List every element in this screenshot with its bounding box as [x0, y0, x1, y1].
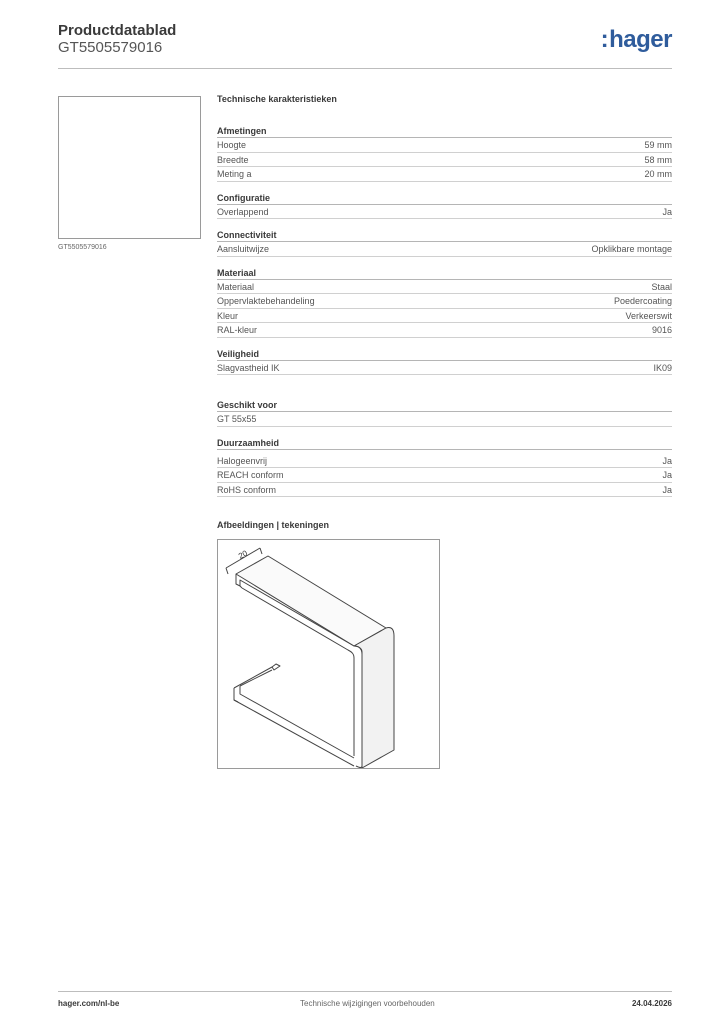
spec-value: Poedercoating [613, 296, 672, 306]
spec-label: Aansluitwijze [217, 244, 270, 254]
technical-drawing [217, 539, 440, 769]
section-veiligheid [217, 347, 672, 376]
spec-label: Kleur [217, 310, 239, 321]
spec-value: Ja [662, 470, 672, 480]
spec-value: Verkeerswit [625, 310, 672, 321]
product-code: GT5505579016 [58, 39, 163, 56]
page-title: Productdatablad [58, 22, 177, 39]
spec-value: Ja [662, 455, 672, 466]
spec-row [217, 468, 672, 483]
spec-row [217, 138, 672, 153]
spec-row [217, 412, 672, 427]
section-duurzaamheid [217, 436, 672, 498]
spec-row [217, 153, 672, 168]
logo-mark-icon: : [600, 26, 609, 53]
spec-row [217, 483, 672, 498]
spec-row [217, 323, 672, 338]
spec-row [217, 280, 672, 295]
footer-website-link[interactable]: hager.com/nl-be [58, 999, 120, 1008]
thumbnail-caption: GT5505579016 [58, 244, 107, 251]
footer-notice: Technische wijzigingen voorbehouden [300, 999, 435, 1008]
spec-value: 20 mm [644, 169, 672, 179]
spec-label: Slagvastheid IK [217, 362, 280, 373]
spec-row [217, 309, 672, 324]
spec-label: Halogeenvrij [217, 455, 268, 466]
spec-row [217, 454, 672, 469]
spec-label: GT 55x55 [217, 414, 257, 424]
spec-value: 59 mm [644, 140, 672, 150]
section-title: Connectiviteit [217, 228, 672, 242]
spec-value: Opklikbare montage [591, 244, 672, 254]
section-title: Geschikt voor [217, 398, 672, 412]
spec-row [217, 205, 672, 220]
section-title: Duurzaamheid [217, 436, 672, 450]
spec-label: Hoogte [217, 140, 247, 150]
section-title: Configuratie [217, 191, 672, 205]
section-connectiviteit [217, 228, 672, 257]
spec-label: Materiaal [217, 281, 255, 292]
spec-row [217, 242, 672, 257]
spec-title: Technische karakteristieken [217, 94, 337, 104]
section-title: Veiligheid [217, 347, 672, 361]
spec-label: REACH conform [217, 470, 284, 480]
spec-label: Oppervlaktebehandeling [217, 296, 315, 306]
drawings-title: Afbeeldingen | tekeningen [217, 520, 330, 530]
section-materiaal [217, 266, 672, 338]
section-title: Afmetingen [217, 124, 672, 138]
section-afmetingen [217, 124, 672, 182]
footer-date: 24.04.2026 [631, 999, 672, 1008]
spacer [217, 384, 672, 398]
footer-divider [58, 991, 672, 992]
logo-text: hager [609, 26, 672, 53]
spec-row [217, 361, 672, 376]
cover-drawing-icon [218, 540, 439, 768]
spec-value: 58 mm [644, 154, 672, 165]
spec-label: Meting a [217, 169, 252, 179]
header-divider [58, 68, 672, 69]
spec-value: Staal [651, 281, 672, 292]
spec-value: Ja [662, 206, 672, 217]
spec-row [217, 294, 672, 309]
section-title: Materiaal [217, 266, 672, 280]
dimension-label: 20 [236, 548, 250, 561]
spec-value: 9016 [651, 325, 672, 335]
section-geschikt-voor [217, 398, 672, 427]
spec-value: IK09 [653, 362, 672, 373]
spec-row [217, 167, 672, 182]
hager-logo[interactable] [601, 26, 672, 54]
spec-label: RAL-kleur [217, 325, 258, 335]
spec-label: Overlappend [217, 206, 269, 217]
spec-label: Breedte [217, 154, 249, 165]
product-thumbnail [58, 96, 201, 239]
spec-label: RoHS conform [217, 484, 277, 495]
spec-content [217, 94, 672, 506]
section-configuratie [217, 191, 672, 220]
spec-value: Ja [662, 484, 672, 495]
